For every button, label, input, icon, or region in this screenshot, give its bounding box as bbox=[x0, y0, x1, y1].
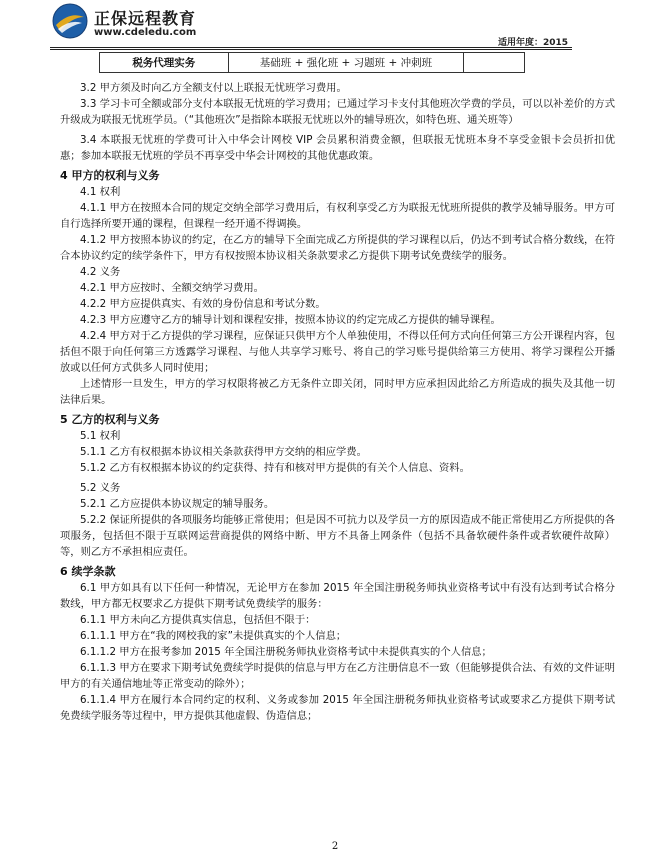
clause-4-2-4: 4.2.4 甲方对于乙方提供的学习课程，应保证只供甲方个人单独使用，不得以任何方式向任何第三方公开课程内容，包括但不限于向任何第三方透露学习课程、与他人共享学习账号、将自己的学习账号提供给第三方使用、将学习课程公开播放或以任何方式供多人同时使用； bbox=[60, 330, 615, 374]
applicable-year: 适用年度：2015 bbox=[497, 38, 568, 48]
course-extra-cell bbox=[464, 53, 525, 73]
clause-3-3: 3.3 学习卡可全额或部分支付本联报无忧班的学习费用；已通过学习卡支付其他班次学费的学员，可以以补差价的方式升级成为联报无忧班学员。（“其他班次”是指除本联报无忧班以外的辅导班次，如特色班、通关班等） bbox=[60, 98, 615, 126]
clause-6-1-1-4: 6.1.1.4 甲方在履行本合同约定的权利、义务或参加 2015 年全国注册税务师执业资格考试或要求乙方提供下期考试免费续学服务等过程中，甲方提供其他虚假、伪造信息； bbox=[60, 694, 615, 722]
clause-4-2-3: 4.2.3 甲方应遵守乙方的辅导计划和课程安排，按照本协议的约定完成乙方提供的辅导课程。 bbox=[80, 314, 501, 326]
page-number: 2 bbox=[331, 841, 339, 852]
brand-name: 正保远程教育 bbox=[94, 9, 197, 28]
clause-4-2-4-consequence: 上述情形一旦发生，甲方的学习权限将被乙方无条件立即关闭，同时甲方应承担因此给乙方所造成的损失及其他一切法律后果。 bbox=[60, 378, 615, 406]
subsection-4-1: 4.1 权利 bbox=[80, 186, 121, 198]
subsection-5-1: 5.1 权利 bbox=[80, 430, 121, 442]
clause-6-1-1-2: 6.1.1.2 甲方在报考参加 2015 年全国注册税务师执业资格考试中未提供真实的个人信息； bbox=[80, 646, 492, 658]
course-table bbox=[99, 52, 525, 73]
clause-3-4: 3.4 本联报无忧班的学费可计入中华会计网校 VIP 会员累积消费金额，但联报无忧班本身不享受金银卡会员折扣优惠；参加本联报无忧班的学员不再享受中华会计网校的其他优惠政策。 bbox=[60, 134, 615, 162]
page-header bbox=[0, 0, 670, 50]
clause-6-1: 6.1 甲方如具有以下任何一种情况，无论甲方在参加 2015 年全国注册税务师执业资格考试中有没有达到考试合格分数线，甲方都无权要求乙方提供下期考试免费续学的服务： bbox=[60, 582, 615, 610]
clause-5-2-1: 5.2.1 乙方应提供本协议规定的辅导服务。 bbox=[80, 498, 275, 510]
clause-6-1-1-3: 6.1.1.3 甲方在要求下期考试免费续学时提供的信息与甲方在乙方注册信息不一致（但能够提供合法、有效的文件证明甲方的有关通信地址等正常变动的除外）； bbox=[60, 662, 615, 690]
contract-body bbox=[60, 80, 615, 724]
course-row bbox=[100, 53, 525, 73]
header-rule bbox=[50, 47, 572, 48]
clause-4-1-1: 4.1.1 甲方在按照本合同的规定交纳全部学习费用后，有权利享受乙方为联报无忧班所提供的教学及辅导服务。甲方可自行选择所要开通的课程，但课程一经开通不得调换。 bbox=[60, 202, 615, 230]
clause-3-2: 3.2 甲方须及时向乙方全额支付以上联报无忧班学习费用。 bbox=[80, 82, 347, 94]
cdeledu-logo-icon bbox=[52, 3, 88, 39]
section-4-heading: 4 甲方的权利与义务 bbox=[60, 169, 160, 182]
clause-4-2-2: 4.2.2 甲方应提供真实、有效的身份信息和考试分数。 bbox=[80, 298, 326, 310]
clause-5-1-1: 5.1.1 乙方有权根据本协议相关条款获得甲方交纳的相应学费。 bbox=[80, 446, 367, 458]
clause-4-1-2: 4.1.2 甲方按照本协议的约定，在乙方的辅导下全面完成乙方所提供的学习课程以后，仍达不到考试合格分数线，在符合本协议约定的续学条件下，甲方有权按照本协议相关条款要求乙方提供下期考试免费续学的服务。 bbox=[60, 234, 615, 262]
clause-5-2-2: 5.2.2 保证所提供的各项服务均能够正常使用；但是因不可抗力以及学员一方的原因造成不能正常使用乙方所提供的各项服务，包括但不限于互联网运营商提供的网络中断、甲方不具备上网条件（包括不具备软硬件条件或者软硬件故障）等，则乙方不承担相应责任。 bbox=[60, 514, 615, 558]
clause-6-1-1-1: 6.1.1.1 甲方在“我的网校我的家”未提供真实的个人信息； bbox=[80, 630, 347, 642]
site-url: www.cdeledu.com bbox=[94, 27, 197, 38]
subsection-5-2: 5.2 义务 bbox=[80, 482, 121, 494]
course-classes: 基础班 + 强化班 + 习题班 + 冲刺班 bbox=[228, 53, 464, 73]
clause-5-1-2: 5.1.2 乙方有权根据本协议的约定获得、持有和核对甲方提供的有关个人信息、资料。 bbox=[80, 462, 470, 474]
header-rule-thin bbox=[50, 49, 572, 50]
clause-4-2-1: 4.2.1 甲方应按时、全额交纳学习费用。 bbox=[80, 282, 264, 294]
subsection-4-2: 4.2 义务 bbox=[80, 266, 121, 278]
course-subject: 税务代理实务 bbox=[100, 53, 229, 73]
section-6-heading: 6 续学条款 bbox=[60, 565, 116, 578]
section-5-heading: 5 乙方的权利与义务 bbox=[60, 413, 160, 426]
clause-6-1-1: 6.1.1 甲方未向乙方提供真实信息，包括但不限于： bbox=[80, 614, 316, 626]
